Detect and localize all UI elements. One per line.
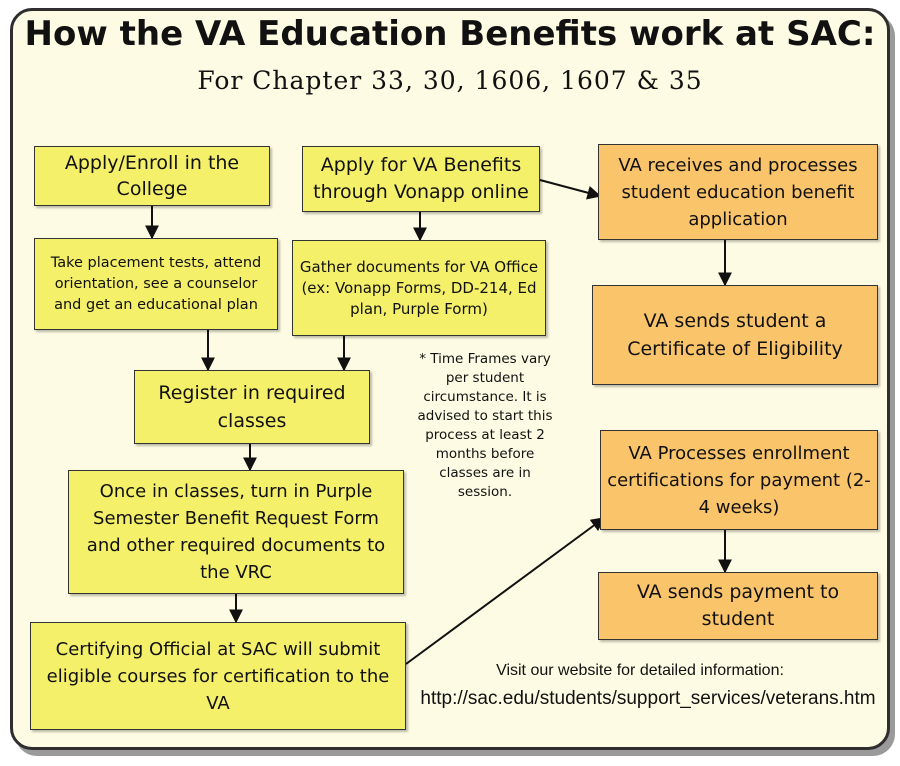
step-apply-va-label: Apply for VA Benefits through Vonapp online (313, 154, 529, 203)
step-register (134, 370, 370, 444)
step-gather-docs-label: Gather documents for VA Office (ex: Vonapp Forms, DD-214, Ed plan, Purple Form) (299, 257, 539, 318)
step-va-processes-label: VA Processes enrollment certifications for payment (2-4 weeks) (607, 442, 871, 518)
website-link[interactable]: http://sac.edu/students/support_services/veterans.htm (420, 688, 876, 709)
arrow-certifying-to-vaprocesses (406, 518, 604, 664)
time-frame-note: * Time Frames vary per student circumstance. It is advised to start this process at least 2 months before classes are in session. (417, 351, 553, 500)
page-title: How the VA Education Benefits work at SAC: (24, 14, 876, 54)
step-purple-form (68, 470, 404, 594)
step-apply-va (302, 146, 540, 212)
step-va-receives-label: VA receives and processes student education benefit application (618, 154, 858, 230)
step-register-label: Register in required classes (158, 382, 346, 432)
step-purple-form-label: Once in classes, turn in Purple Semester Benefit Request Form and other required documents to the VRC (86, 481, 386, 583)
website-prompt: Visit our website for detailed information: (496, 662, 784, 679)
step-va-processes (600, 430, 878, 530)
page-subtitle: For Chapter 33, 30, 1606, 1607 & 35 (197, 66, 703, 95)
step-placement (34, 238, 278, 330)
step-apply-enroll-label: Apply/Enroll in the College (64, 152, 240, 200)
step-va-receives (598, 144, 878, 240)
arrow-applyva-to-vareceives (540, 180, 600, 196)
step-apply-enroll (34, 146, 270, 206)
step-certifying-official-label: Certifying Official at SAC will submit eligible courses for certification to the VA (46, 638, 390, 714)
step-placement-label: Take placement tests, attend orientation, see a counselor and get an educational plan (50, 254, 262, 313)
step-certifying-official (30, 622, 406, 730)
step-va-payment-label: VA sends payment to student (636, 581, 840, 630)
step-va-certificate (592, 285, 878, 385)
step-gather-docs (292, 240, 546, 336)
step-va-payment (598, 572, 878, 640)
step-va-certificate-label: VA sends student a Certificate of Eligibility (627, 310, 843, 360)
